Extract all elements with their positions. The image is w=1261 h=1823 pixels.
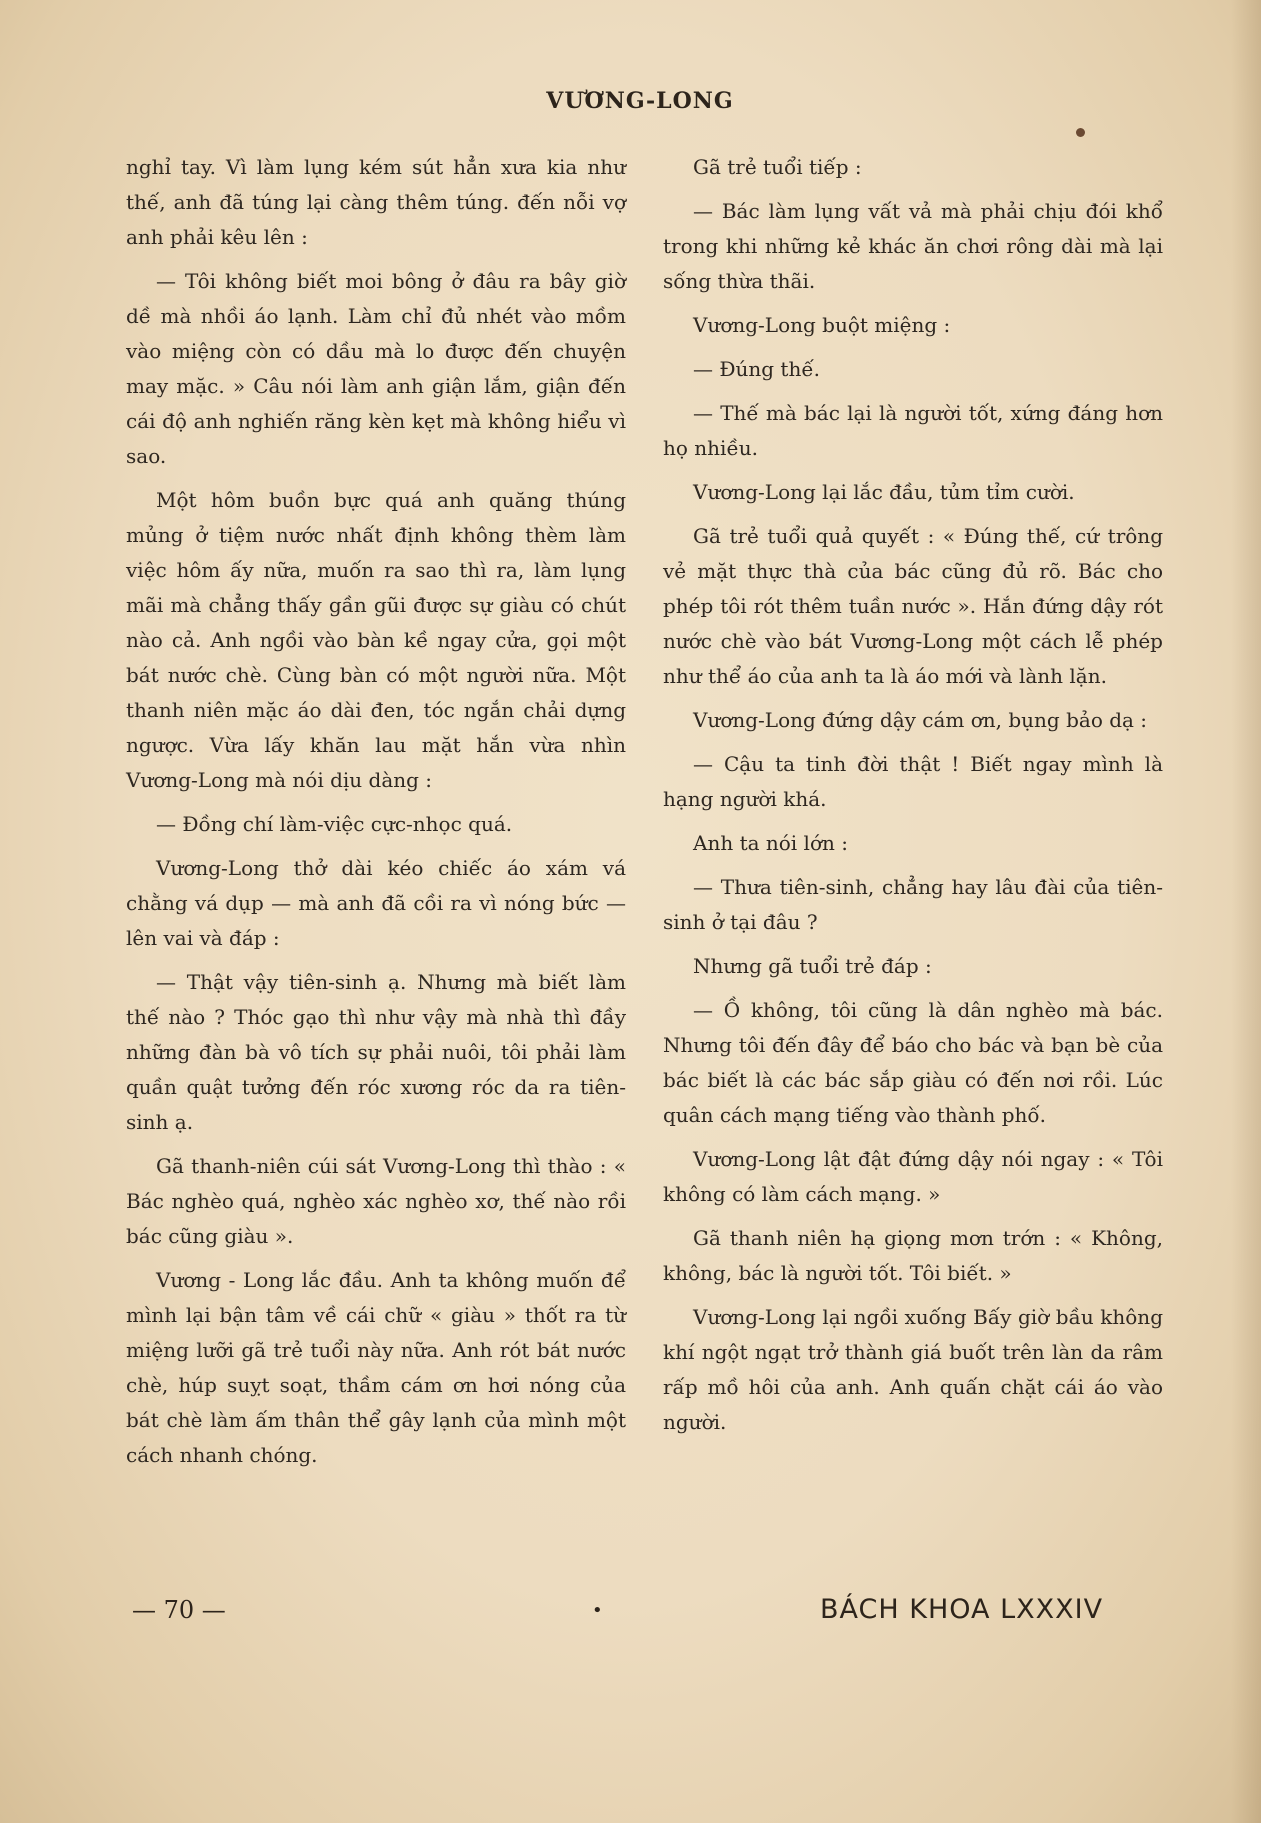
paragraph: — Đúng thế. [693,357,821,381]
paragraph: Vương-Long lật đật đứng dậy nói ngay : « Tôi không có làm cách mạng. » [663,1147,1163,1206]
paragraph: Gã thanh niên hạ giọng mơn trớn : « Không, không, bác là người tốt. Tôi biết. » [663,1226,1163,1285]
paragraph: — Đồng chí làm-việc cực-nhọc quá. [156,812,513,836]
paragraph: — Bác làm lụng vất vả mà phải chịu đói khổ trong khi những kẻ khác ăn chơi rông dài mà lại sống thừa thãi. [663,199,1163,293]
paragraph: Vương-Long thở dài kéo chiếc áo xám vá chằng vá dụp — mà anh đã cồi ra vì nóng bức — lên vai và đáp : [126,856,626,950]
paragraph: Vương-Long đứng dậy cám ơn, bụng bảo dạ : [693,708,1148,732]
footer-center-mark: • [592,1600,603,1621]
right-column [663,150,1163,1449]
paragraph: Vương-Long buột miệng : [693,313,951,337]
paragraph: Nhưng gã tuổi trẻ đáp : [693,954,932,978]
paragraph: Gã trẻ tuổi quả quyết : « Đúng thế, cứ trông vẻ mặt thực thà của bác cũng đủ rõ. Bác cho phép tôi rót thêm tuần nước ». Hắn đứng dậy rót nước chè vào bát Vương-Long một cách lễ phép như thể áo của anh ta là áo mới và lành lặn. [663,524,1163,688]
paragraph: Một hôm buồn bực quá anh quăng thúng mủng ở tiệm nước nhất định không thèm làm việc hôm ấy nữa, muốn ra sao thì ra, làm lụng mãi mà chẳng thấy gần gũi được sự giàu có chút nào cả. Anh ngồi vào bàn kề ngay cửa, gọi một bát nước chè. Cùng bàn có một người nữa. Một thanh niên mặc áo dài đen, tóc ngắn chải dựng ngược. Vừa lấy khăn lau mặt hắn vừa nhìn Vương-Long mà nói dịu dàng : [126,488,626,792]
page-edge-shadow [1231,0,1261,1823]
paragraph: — Ồ không, tôi cũng là dân nghèo mà bác. Nhưng tôi đến đây để báo cho bác và bạn bè của bác biết là các bác sắp giàu có đến nơi rồi. Lúc quân cách mạng tiếng vào thành phố. [663,998,1163,1127]
left-column [126,150,626,1482]
paragraph: Anh ta nói lớn : [693,831,848,855]
paragraph: — Thưa tiên-sinh, chẳng hay lâu đài của tiên-sinh ở tại đâu ? [663,875,1163,934]
paragraph: Gã trẻ tuổi tiếp : [693,155,862,179]
running-title: VƯƠNG-LONG [546,88,734,114]
paragraph: — Cậu ta tinh đời thật ! Biết ngay mình là hạng người khá. [663,752,1163,811]
page-number: — 70 — [132,1596,226,1624]
paragraph: — Thật vậy tiên-sinh ạ. Nhưng mà biết làm thế nào ? Thóc gạo thì như vậy mà nhà thì đầy những đàn bà vô tích sự phải nuôi, tôi phải làm quần quật tưởng đến róc xương róc da ra tiên-sinh ạ. [126,970,626,1134]
paragraph: Gã thanh-niên cúi sát Vương-Long thì thào : « Bác nghèo quá, nghèo xác nghèo xơ, thế nào rồi bác cũng giàu ». [126,1154,626,1248]
magazine-title: BÁCH KHOA LXXXIV [820,1594,1104,1625]
ink-spot [1076,128,1085,137]
paragraph: Vương-Long lại ngồi xuống Bấy giờ bầu không khí ngột ngạt trở thành giá buốt trên làn da râm rấp mồ hôi của anh. Anh quấn chặt cái áo vào người. [663,1305,1163,1434]
paragraph: nghỉ tay. Vì làm lụng kém sút hẳn xưa kia như thế, anh đã túng lại càng thêm túng. đến nỗi vợ anh phải kêu lên : [126,155,626,249]
paragraph: Vương - Long lắc đầu. Anh ta không muốn để mình lại bận tâm về cái chữ « giàu » thốt ra từ miệng lưỡi gã trẻ tuổi này nữa. Anh rót bát nước chè, húp suỵt soạt, thầm cám ơn hơi nóng của bát chè làm ấm thân thể gây lạnh của mình một cách nhanh chóng. [126,1268,626,1467]
paragraph: — Thế mà bác lại là người tốt, xứng đáng hơn họ nhiều. [663,401,1163,460]
paragraph: — Tôi không biết moi bông ở đâu ra bây giờ dề mà nhồi áo lạnh. Làm chỉ đủ nhét vào mồm vào miệng còn có dầu mà lo được đến chuyện may mặc. » Câu nói làm anh giận lắm, giận đến cái độ anh nghiến răng kèn kẹt mà không hiểu vì sao. [126,269,626,468]
paragraph: Vương-Long lại lắc đầu, tủm tỉm cười. [693,480,1075,504]
